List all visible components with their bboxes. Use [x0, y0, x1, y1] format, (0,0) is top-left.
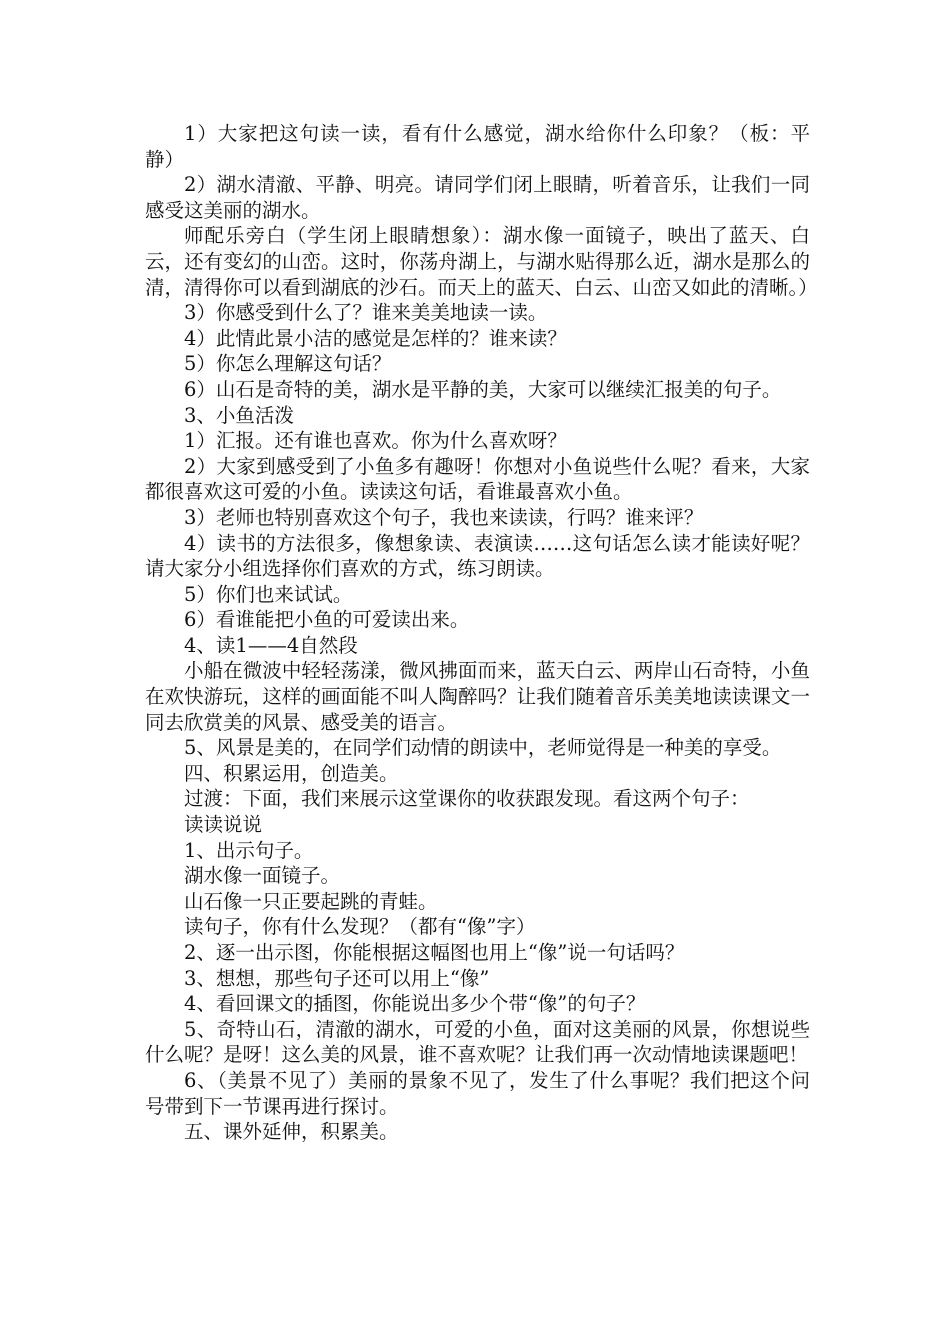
paragraph-19: 过渡：下面，我们来展示这堂课你的收获跟发现。看这两个句子：: [184, 787, 750, 811]
paragraph-17: 5、风景是美的，在同学们动情的朗读中，老师觉得是一种美的享受。: [184, 736, 782, 760]
paragraph-22: 湖水像一面镜子。: [184, 864, 341, 888]
paragraph-20: 读读说说: [184, 813, 263, 837]
paragraph-9: 1）汇报。还有谁也喜欢。你为什么喜欢呀？: [184, 429, 567, 453]
paragraph-7: 6）山石是奇特的美，湖水是平静的美，大家可以继续汇报美的句子。: [184, 377, 782, 401]
paragraph-27: 4、看回课文的插图，你能说出多少个带“像”的句子？: [184, 992, 646, 1016]
paragraph-29: 6、（美景不见了）美丽的景象不见了，发生了什么事呢？我们把这个问号带到下一节课再进行探讨。: [145, 1068, 810, 1118]
section-heading-four: 四、积累运用，创造美。: [184, 761, 399, 785]
paragraph-2: 2）湖水清澈、平静、明亮。请同学们闭上眼睛，听着音乐，让我们一同感受这美丽的湖水。: [145, 173, 810, 222]
paragraph-10: 2）大家到感受到了小鱼多有趣呀！你想对小鱼说些什么呢？看来，大家都很喜欢这可爱的小鱼。读读这句话，看谁最喜欢小鱼。: [145, 454, 810, 504]
section-heading-read: 4、读1——4自然段: [184, 633, 358, 657]
paragraph-24: 读句子，你有什么发现？（都有“像”字）: [184, 915, 536, 939]
paragraph-11: 3）老师也特别喜欢这个句子，我也来读读，行吗？谁来评？: [184, 505, 704, 529]
paragraph-23: 山石像一只正要起跳的青蛙。: [184, 889, 438, 913]
paragraph-12: 4）读书的方法很多，像想象读、表演读……这句话怎么读才能读好呢？请大家分小组选择你们喜欢的方式，练习朗读。: [145, 531, 810, 581]
document-page: [145, 121, 818, 1145]
paragraph-21: 1、出示句子。: [184, 838, 314, 862]
paragraph-16: 小船在微波中轻轻荡漾，微风拂面而来，蓝天白云、两岸山石奇特，小鱼在欢快游玩，这样的画面能不叫人陶醉吗？让我们随着音乐美美地读读课文一同去欣赏美的风景、感受美的语言。: [145, 659, 810, 734]
paragraph-5: 4）此情此景小洁的感觉是怎样的？谁来读？: [184, 326, 567, 350]
paragraph-4: 3）你感受到什么了？谁来美美地读一读。: [184, 301, 548, 325]
paragraph-26: 3、想想，那些句子还可以用上“像”: [184, 966, 490, 990]
section-heading-fish: 3、小鱼活泼: [184, 403, 294, 427]
paragraph-25: 2、逐一出示图，你能根据这幅图也用上“像”说一句话吗？: [184, 941, 685, 964]
paragraph-3: 师配乐旁白（学生闭上眼睛想象）：湖水像一面镜子，映出了蓝天、白云，还有变幻的山峦。这时，你荡舟湖上，与湖水贴得那么近，湖水是那么的清，清得你可以看到湖底的沙石。而天上的蓝天、白云、山峦又如此的清晰。）: [145, 224, 818, 299]
section-heading-five: 五、课外延伸，积累美。: [184, 1120, 399, 1144]
paragraph-14: 6）看谁能把小鱼的可爱读出来。: [184, 608, 470, 632]
paragraph-6: 5）你怎么理解这句话？: [184, 352, 392, 376]
paragraph-13: 5）你们也来试试。: [184, 582, 353, 606]
paragraph-1: 1）大家把这句读一读，看有什么感觉，湖水给你什么印象？（板：平静）: [145, 122, 810, 171]
paragraph-28: 5、奇特山石，清澈的湖水，可爱的小鱼，面对这美丽的风景，你想说些什么呢？是呀！这么美的风景，谁不喜欢呢？让我们再一次动情地读课题吧！: [145, 1017, 810, 1067]
